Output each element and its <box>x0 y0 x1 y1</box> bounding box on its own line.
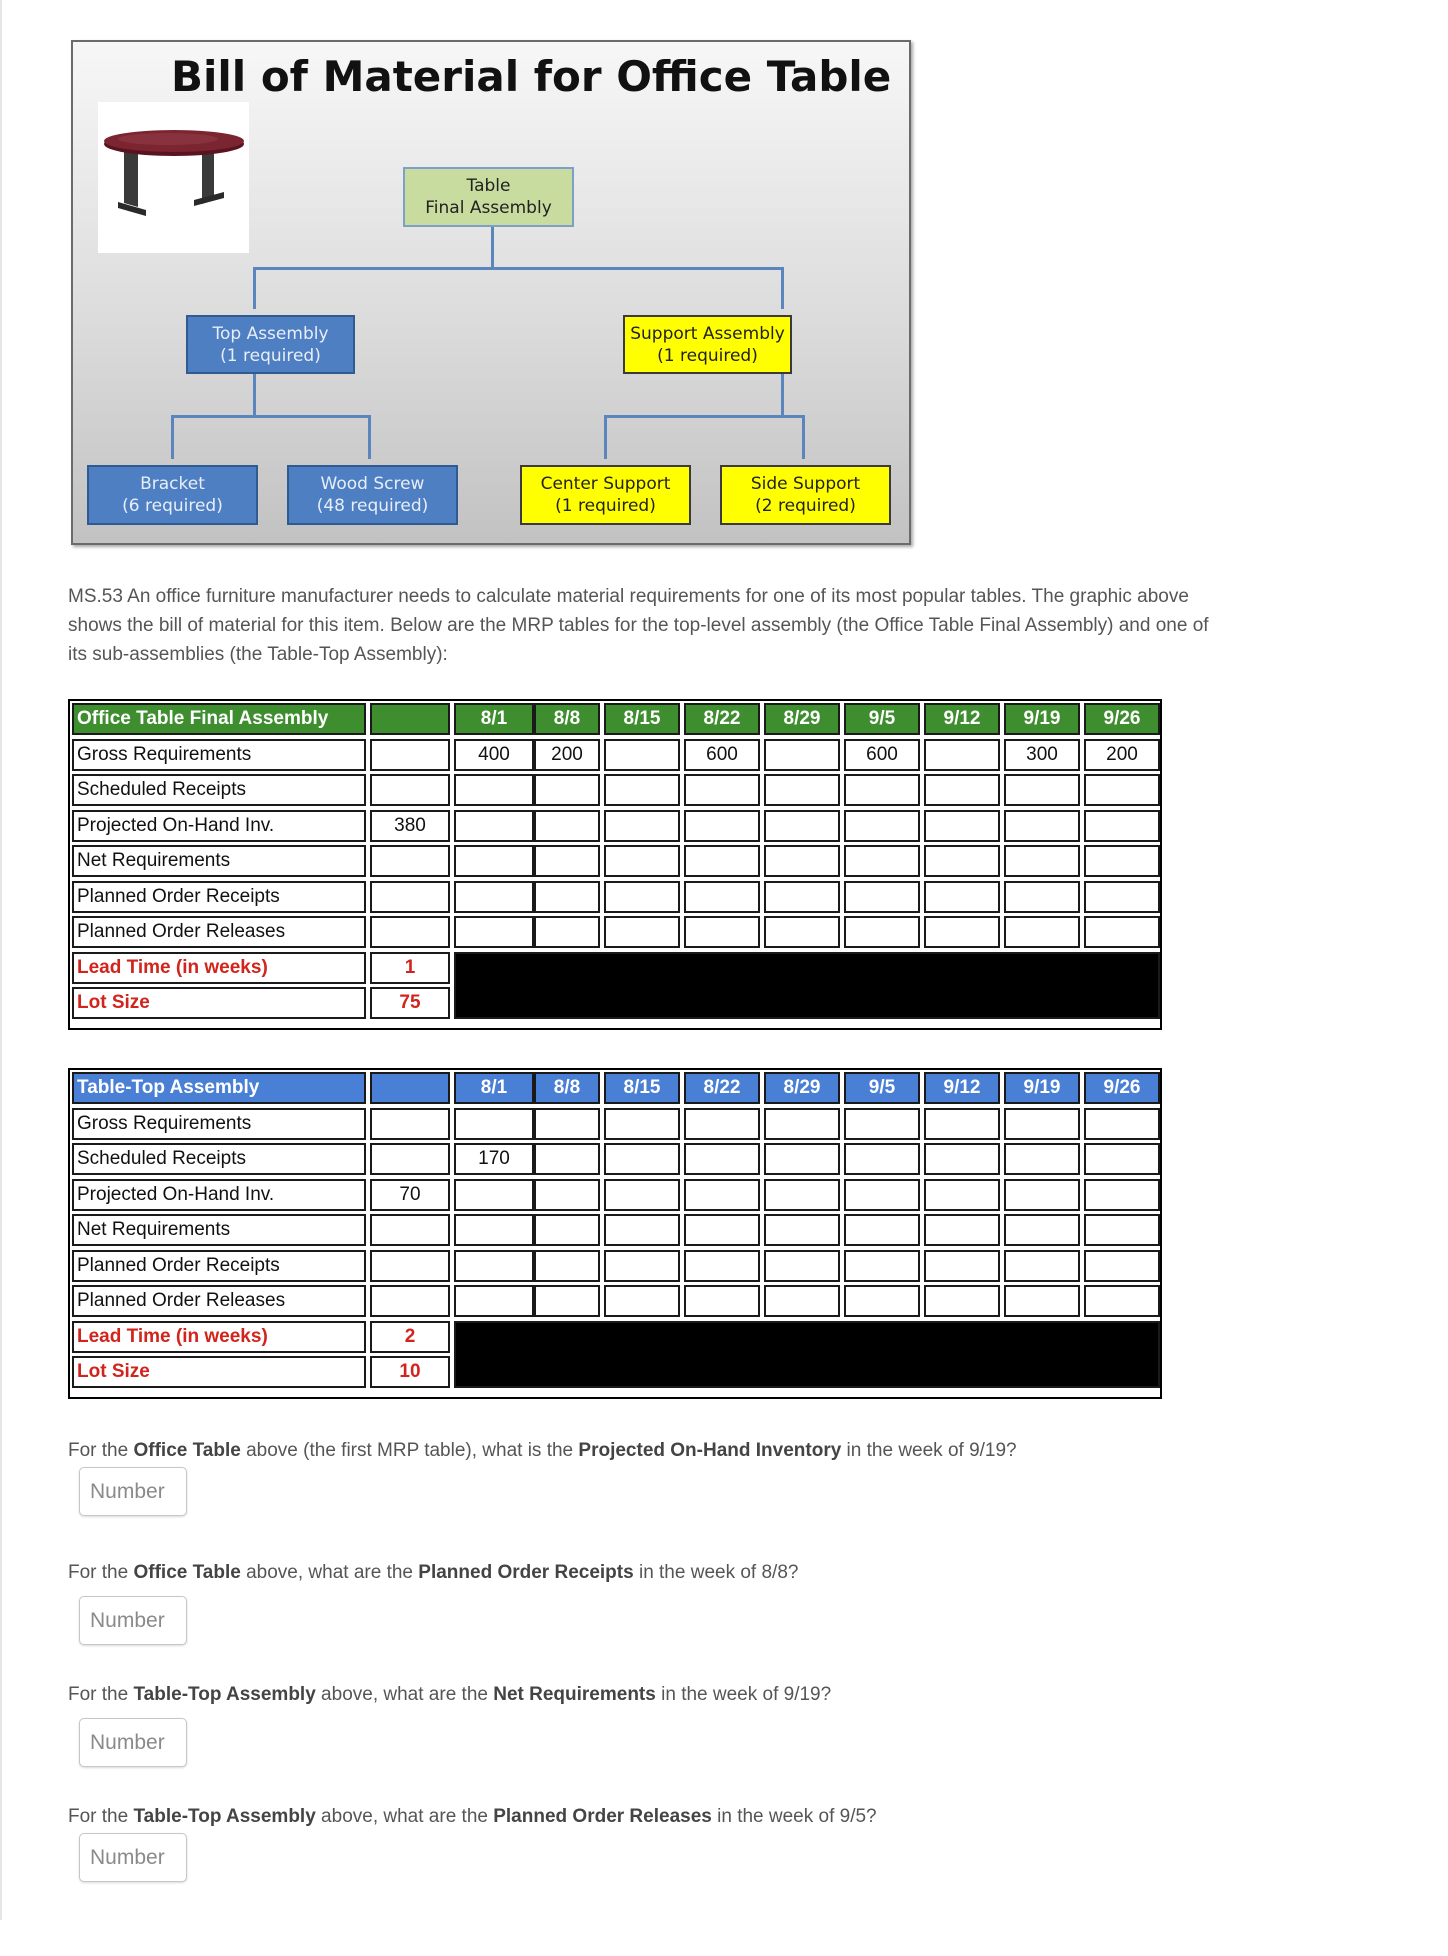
table-cell <box>454 916 534 948</box>
question-text: above, what are the <box>315 1806 494 1827</box>
table-cell: 200 <box>534 739 600 771</box>
table-cell <box>1004 1143 1080 1175</box>
table-cell <box>764 1108 840 1140</box>
table-cell <box>1084 1108 1160 1140</box>
table-cell: 380 <box>370 810 450 842</box>
table-cell <box>534 1179 600 1211</box>
question-text: above, what are the <box>315 1684 494 1705</box>
question-text: in the week of 9/19? <box>841 1440 1017 1461</box>
row-label: Projected On-Hand Inv. <box>72 810 366 842</box>
table-cell <box>534 916 600 948</box>
table-cell <box>1084 1179 1160 1211</box>
question-emphasis: Office Table <box>133 1440 241 1461</box>
question-text: For the <box>68 1806 134 1827</box>
table-cell <box>604 1285 680 1317</box>
table-cell <box>684 1108 760 1140</box>
table-cell <box>1004 1250 1080 1282</box>
week-header: 8/1 <box>454 703 534 735</box>
table-cell <box>1084 1285 1160 1317</box>
table-cell <box>370 1143 450 1175</box>
header-blank-cell <box>370 1072 450 1104</box>
question-text: in the week of 9/5? <box>711 1806 877 1827</box>
table-cell <box>1084 1250 1160 1282</box>
row-label: Planned Order Releases <box>72 916 366 948</box>
week-header: 8/15 <box>604 1072 680 1104</box>
bom-diagram <box>71 40 911 545</box>
table-cell <box>1004 1179 1080 1211</box>
table-cell <box>370 845 450 877</box>
row-label: Projected On-Hand Inv. <box>72 1179 366 1211</box>
table-title: Table-Top Assembly <box>72 1072 366 1104</box>
table-cell <box>370 916 450 948</box>
table-cell <box>764 1179 840 1211</box>
week-header: 8/22 <box>684 703 760 735</box>
table-cell <box>1004 1285 1080 1317</box>
row-label: Planned Order Releases <box>72 1285 366 1317</box>
row-label: Scheduled Receipts <box>72 774 366 806</box>
week-header: 9/26 <box>1084 1072 1160 1104</box>
question-text: in the week of 8/8? <box>633 1562 799 1583</box>
mrp-table-table-top <box>68 1068 1162 1399</box>
row-label: Scheduled Receipts <box>72 1143 366 1175</box>
week-header: 8/1 <box>454 1072 534 1104</box>
week-header: 9/26 <box>1084 703 1160 735</box>
table-cell <box>604 739 680 771</box>
lead-time-label: Lead Time (in weeks) <box>72 952 366 984</box>
node-top-assembly: Top Assembly (1 required) <box>186 315 355 374</box>
node-side-support: Side Support (2 required) <box>720 465 891 525</box>
question-emphasis: Table-Top Assembly <box>133 1806 316 1827</box>
table-title: Office Table Final Assembly <box>72 703 366 735</box>
table-cell <box>924 739 1000 771</box>
bom-title: Bill of Material for Office Table <box>171 52 892 101</box>
table-cell <box>604 774 680 806</box>
table-cell <box>844 1143 920 1175</box>
row-label: Net Requirements <box>72 845 366 877</box>
table-cell <box>924 810 1000 842</box>
table-cell <box>1084 1143 1160 1175</box>
week-header: 8/29 <box>764 703 840 735</box>
lot-size-value: 75 <box>370 987 450 1019</box>
week-header: 9/19 <box>1004 1072 1080 1104</box>
table-cell <box>924 1108 1000 1140</box>
table-cell <box>684 1179 760 1211</box>
node-table-final-assembly: Table Final Assembly <box>403 167 574 227</box>
table-cell <box>764 810 840 842</box>
lead-time-label: Lead Time (in weeks) <box>72 1321 366 1353</box>
table-cell <box>844 1214 920 1246</box>
table-cell <box>534 1250 600 1282</box>
question-text: in the week of 9/19? <box>655 1684 832 1705</box>
row-label: Planned Order Receipts <box>72 1250 366 1282</box>
week-header: 8/29 <box>764 1072 840 1104</box>
question-emphasis: Table-Top Assembly <box>133 1684 316 1705</box>
table-cell <box>454 810 534 842</box>
table-cell <box>1004 845 1080 877</box>
question-text: For the <box>68 1562 134 1583</box>
question-3 <box>68 1684 831 1706</box>
page-left-rule <box>0 0 2 1920</box>
answer-4-input[interactable] <box>79 1833 187 1882</box>
table-cell <box>454 845 534 877</box>
table-cell <box>684 810 760 842</box>
table-cell <box>604 881 680 913</box>
table-cell <box>924 881 1000 913</box>
table-cell: 400 <box>454 739 534 771</box>
row-label: Gross Requirements <box>72 739 366 771</box>
table-cell <box>924 1143 1000 1175</box>
question-text: above (the first MRP table), what is the <box>240 1440 579 1461</box>
table-cell <box>1084 845 1160 877</box>
table-cell <box>370 1285 450 1317</box>
week-header: 8/8 <box>534 703 600 735</box>
question-text: For the <box>68 1440 134 1461</box>
table-cell <box>924 1179 1000 1211</box>
table-cell <box>454 881 534 913</box>
blacked-out-area <box>454 952 1160 1020</box>
lead-time-value: 2 <box>370 1321 450 1353</box>
lot-size-label: Lot Size <box>72 1356 366 1388</box>
lot-size-value: 10 <box>370 1356 450 1388</box>
table-cell: 70 <box>370 1179 450 1211</box>
table-cell <box>454 1108 534 1140</box>
table-cell <box>924 1214 1000 1246</box>
table-cell: 300 <box>1004 739 1080 771</box>
table-cell <box>1004 881 1080 913</box>
table-cell <box>844 916 920 948</box>
question-emphasis: Planned Order Receipts <box>418 1562 634 1583</box>
table-cell <box>604 845 680 877</box>
answer-2-input[interactable] <box>79 1596 187 1645</box>
table-cell <box>844 845 920 877</box>
question-emphasis: Office Table <box>133 1562 241 1583</box>
mrp-table-office-table <box>68 699 1162 1030</box>
table-cell <box>454 1250 534 1282</box>
table-cell <box>764 1143 840 1175</box>
table-cell <box>1004 1214 1080 1246</box>
table-cell <box>844 1250 920 1282</box>
table-cell <box>924 845 1000 877</box>
table-cell <box>684 881 760 913</box>
table-cell <box>604 810 680 842</box>
table-cell <box>1084 774 1160 806</box>
table-cell <box>764 1250 840 1282</box>
table-cell <box>454 1214 534 1246</box>
answer-3-input[interactable] <box>79 1718 187 1767</box>
question-emphasis: Net Requirements <box>493 1684 656 1705</box>
table-cell <box>1084 881 1160 913</box>
table-cell <box>924 774 1000 806</box>
table-cell <box>844 1285 920 1317</box>
table-cell <box>1084 810 1160 842</box>
table-cell <box>604 1250 680 1282</box>
table-cell <box>454 1179 534 1211</box>
table-cell <box>764 916 840 948</box>
table-cell <box>924 1285 1000 1317</box>
problem-statement: MS.53 An office furniture manufacturer needs to calculate material requirements for one of its most popular tables. The graphic above shows the bill of material for this item. Below are the MRP tables for the top-level assembly (the Office Table Final Assembly) and one of its sub-assemblies (the Table-Top Assembly): <box>68 586 1209 665</box>
table-cell <box>534 774 600 806</box>
table-cell <box>684 1143 760 1175</box>
table-cell <box>1084 916 1160 948</box>
table-cell <box>684 1250 760 1282</box>
table-cell <box>684 1285 760 1317</box>
answer-1-input[interactable] <box>79 1467 187 1516</box>
week-header: 9/5 <box>844 1072 920 1104</box>
table-cell <box>1004 774 1080 806</box>
lead-time-value: 1 <box>370 952 450 984</box>
table-cell <box>764 1285 840 1317</box>
node-wood-screw: Wood Screw (48 required) <box>287 465 458 525</box>
table-cell <box>844 1108 920 1140</box>
table-cell <box>534 1285 600 1317</box>
question-1 <box>68 1440 1017 1462</box>
table-cell <box>454 1285 534 1317</box>
table-cell <box>684 916 760 948</box>
week-header: 9/5 <box>844 703 920 735</box>
table-cell <box>604 1214 680 1246</box>
row-label: Net Requirements <box>72 1214 366 1246</box>
row-label: Gross Requirements <box>72 1108 366 1140</box>
table-cell <box>534 845 600 877</box>
table-cell <box>370 1214 450 1246</box>
table-cell: 600 <box>684 739 760 771</box>
table-cell <box>764 845 840 877</box>
table-cell <box>370 881 450 913</box>
node-bracket: Bracket (6 required) <box>87 465 258 525</box>
table-cell <box>1084 1214 1160 1246</box>
table-cell <box>534 1214 600 1246</box>
question-2 <box>68 1562 798 1584</box>
table-cell <box>844 1179 920 1211</box>
table-cell <box>764 774 840 806</box>
table-cell <box>454 774 534 806</box>
node-center-support: Center Support (1 required) <box>520 465 691 525</box>
table-cell <box>844 774 920 806</box>
table-cell <box>844 881 920 913</box>
table-cell <box>924 1250 1000 1282</box>
question-emphasis: Planned Order Releases <box>493 1806 712 1827</box>
row-label: Planned Order Receipts <box>72 881 366 913</box>
table-cell <box>764 881 840 913</box>
table-cell <box>604 1143 680 1175</box>
table-cell <box>1004 1108 1080 1140</box>
table-cell <box>370 774 450 806</box>
blacked-out-area <box>454 1321 1160 1389</box>
table-cell <box>604 916 680 948</box>
lot-size-label: Lot Size <box>72 987 366 1019</box>
table-cell <box>844 810 920 842</box>
table-cell <box>924 916 1000 948</box>
table-cell <box>604 1108 680 1140</box>
table-cell <box>604 1179 680 1211</box>
week-header: 8/15 <box>604 703 680 735</box>
table-cell <box>534 881 600 913</box>
table-cell <box>684 774 760 806</box>
office-table-image <box>98 102 249 253</box>
week-header: 8/8 <box>534 1072 600 1104</box>
question-4 <box>68 1806 877 1828</box>
header-blank-cell <box>370 703 450 735</box>
table-cell <box>764 1214 840 1246</box>
question-emphasis: Projected On-Hand Inventory <box>578 1440 842 1461</box>
table-cell <box>684 1214 760 1246</box>
table-cell: 600 <box>844 739 920 771</box>
table-cell <box>534 1108 600 1140</box>
question-text: For the <box>68 1684 134 1705</box>
week-header: 9/12 <box>924 1072 1000 1104</box>
table-cell <box>1004 810 1080 842</box>
week-header: 8/22 <box>684 1072 760 1104</box>
table-cell <box>534 810 600 842</box>
table-cell <box>764 739 840 771</box>
question-text: above, what are the <box>240 1562 419 1583</box>
table-cell <box>370 739 450 771</box>
table-cell: 200 <box>1084 739 1160 771</box>
week-header: 9/12 <box>924 703 1000 735</box>
table-cell <box>534 1143 600 1175</box>
week-header: 9/19 <box>1004 703 1080 735</box>
table-cell <box>1004 916 1080 948</box>
table-cell: 170 <box>454 1143 534 1175</box>
table-cell <box>684 845 760 877</box>
table-cell <box>370 1108 450 1140</box>
node-support-assembly: Support Assembly (1 required) <box>623 315 792 374</box>
table-cell <box>370 1250 450 1282</box>
